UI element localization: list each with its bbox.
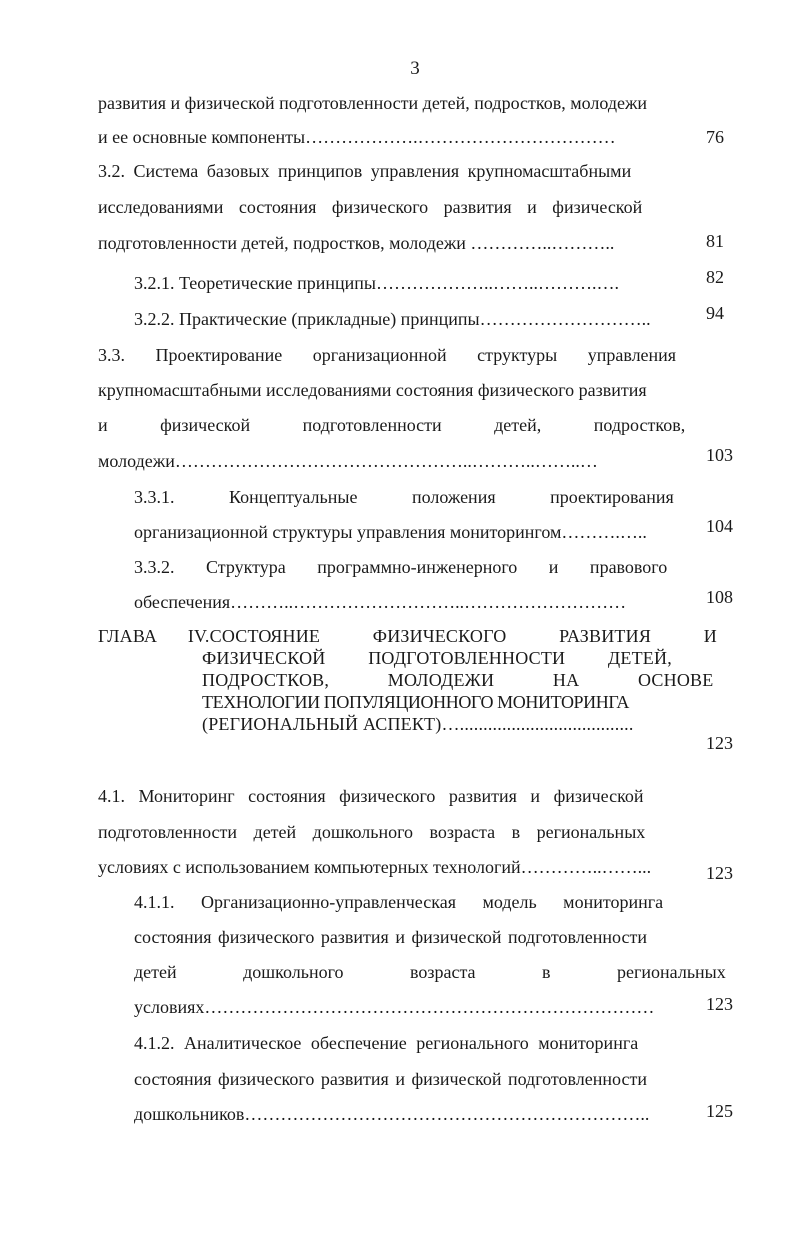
toc-line: 3.3.2. Структура программно-инженерного и правового bbox=[134, 557, 668, 577]
toc-page-number: 104 bbox=[706, 516, 733, 536]
toc-line: развития и физической подготовленности детей, подростков, молодежи bbox=[98, 93, 648, 113]
toc-page-number: 125 bbox=[706, 1101, 733, 1121]
toc-line: молодежи…………………………………………..………..……..… bbox=[98, 451, 598, 471]
toc-page-number: 82 bbox=[706, 267, 724, 287]
toc-line: 4.1. Мониторинг состояния физического развития и физической bbox=[98, 786, 644, 806]
toc-line: 4.1.1. Организационно-управленческая модель мониторинга bbox=[134, 892, 664, 912]
page-number: 3 bbox=[410, 58, 420, 79]
toc-line: крупномасштабными исследованиями состояния физического развития bbox=[98, 380, 647, 400]
toc-line: 3.2.2. Практические (прикладные) принципы……………………….. bbox=[134, 309, 651, 329]
toc-page-number: 94 bbox=[706, 303, 724, 323]
toc-line: дошкольников………………………………………………………….. bbox=[134, 1104, 650, 1124]
toc-line: состояния физического развития и физической подготовленности bbox=[134, 1069, 647, 1089]
chapter-title-line: ПОДРОСТКОВ, МОЛОДЕЖИ НА ОСНОВЕ bbox=[202, 670, 714, 690]
toc-page-number: 123 bbox=[706, 733, 733, 753]
chapter-title-line: ТЕХНОЛОГИИ ПОПУЛЯЦИОННОГО МОНИТОРИНГА bbox=[202, 692, 629, 712]
chapter-heading bbox=[98, 625, 717, 735]
toc-line: подготовленности детей, подростков, молодежи …………..……….. bbox=[98, 233, 615, 253]
toc-line: 3.3.1. Концептуальные положения проектирования bbox=[134, 487, 674, 507]
chapter-heading-row bbox=[98, 625, 717, 647]
toc-page-number: 108 bbox=[706, 587, 733, 607]
toc-line: подготовленности детей дошкольного возраста в региональных bbox=[98, 822, 646, 842]
toc-page-number: 81 bbox=[706, 231, 724, 251]
toc-line: 3.2.1. Теоретические принципы………………..……..……….…. bbox=[134, 273, 620, 293]
toc-line: и физической подготовленности детей, подростков, bbox=[98, 415, 686, 435]
chapter-title-line: СОСТОЯНИЕ ФИЗИЧЕСКОГО РАЗВИТИЯ И bbox=[209, 626, 717, 646]
toc-line: 3.3. Проектирование организационной структуры управления bbox=[98, 345, 677, 365]
toc-page-number: 123 bbox=[706, 994, 733, 1014]
toc-line: обеспечения………..………………………..……………………… bbox=[134, 592, 627, 612]
toc-line: организационной структуры управления мониторингом……….….. bbox=[134, 522, 647, 542]
toc-page-number: 103 bbox=[706, 445, 733, 465]
toc-line: условиях с использованием компьютерных технологий…………..……... bbox=[98, 857, 652, 877]
toc-page-number: 123 bbox=[706, 863, 733, 883]
chapter-title-line: (РЕГИОНАЛЬНЫЙ АСПЕКТ)…..................................... bbox=[202, 714, 634, 734]
toc-line: детей дошкольного возраста в региональных bbox=[134, 962, 726, 982]
toc-line: состояния физического развития и физической подготовленности bbox=[134, 927, 647, 947]
toc-line: и ее основные компоненты……………….…………………………… bbox=[98, 127, 616, 147]
toc-page-number: 76 bbox=[706, 127, 724, 147]
toc-line: исследованиями состояния физического развития и физической bbox=[98, 197, 643, 217]
toc-line: 4.1.2. Аналитическое обеспечение регионального мониторинга bbox=[134, 1033, 639, 1053]
chapter-title-line: ФИЗИЧЕСКОЙ ПОДГОТОВЛЕННОСТИ ДЕТЕЙ, bbox=[202, 648, 672, 668]
toc-line: условиях………………………………………………………………… bbox=[134, 997, 655, 1017]
toc-line: 3.2. Система базовых принципов управления крупномасштабными bbox=[98, 161, 632, 181]
chapter-label: ГЛАВА IV. bbox=[98, 626, 210, 646]
